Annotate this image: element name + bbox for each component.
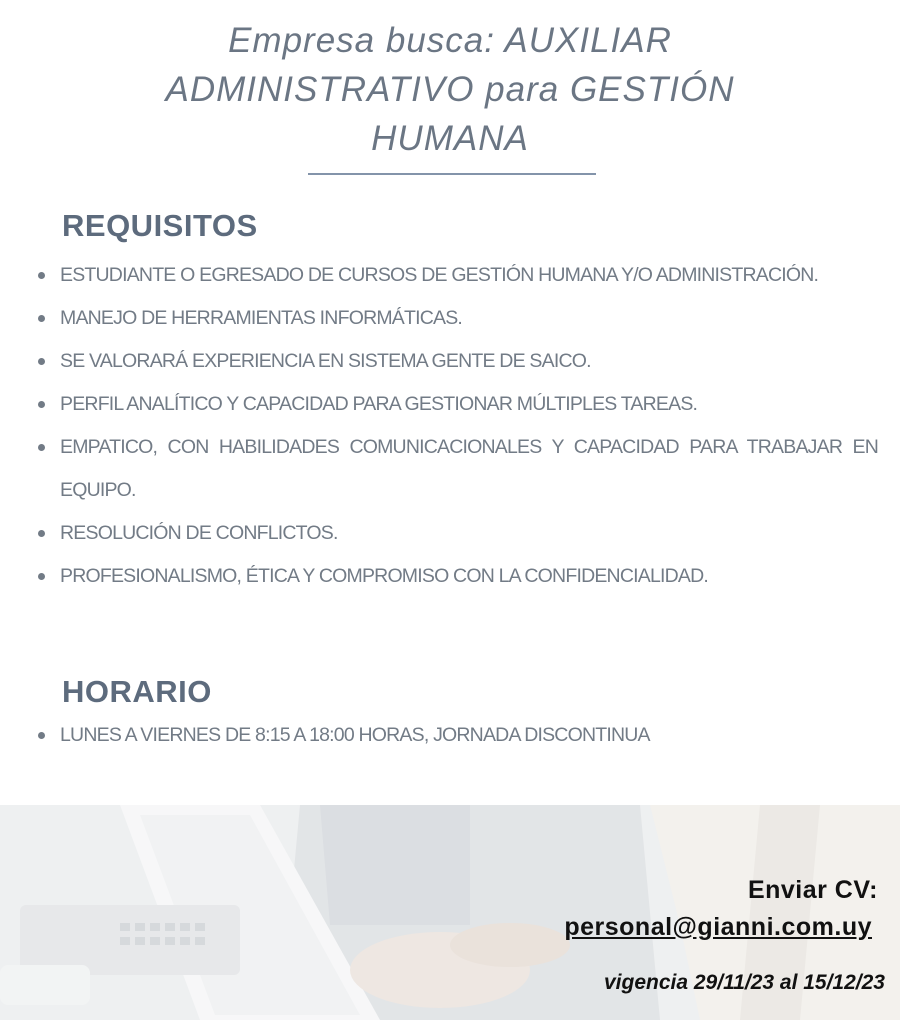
- horario-item: LUNES A VIERNES DE 8:15 A 18:00 HORAS, JORNADA DISCONTINUA: [38, 714, 878, 757]
- job-title-line-2: ADMINISTRATIVO para GESTIÓN: [165, 70, 735, 109]
- requisito-item: PROFESIONALISMO, ÉTICA Y COMPROMISO CON LA CONFIDENCIALIDAD.: [38, 555, 878, 598]
- requisitos-list: [38, 254, 878, 598]
- requisito-item: MANEJO DE HERRAMIENTAS INFORMÁTICAS.: [38, 297, 878, 340]
- requisitos-heading: REQUISITOS: [62, 208, 258, 243]
- job-title: [0, 16, 900, 163]
- cv-email-link[interactable]: personal@gianni.com.uy: [564, 913, 872, 941]
- title-divider: [308, 173, 596, 175]
- send-cv-label: Enviar CV:: [747, 876, 878, 904]
- horario-list: [38, 714, 878, 757]
- job-title-line-3: HUMANA: [371, 119, 529, 158]
- requisito-item: EMPATICO, CON HABILIDADES COMUNICACIONALES Y CAPACIDAD PARA TRABAJAR EN EQUIPO.: [38, 426, 878, 512]
- requisito-item: PERFIL ANALÍTICO Y CAPACIDAD PARA GESTIONAR MÚLTIPLES TAREAS.: [38, 383, 878, 426]
- vigencia-text: vigencia 29/11/23 al 15/12/23: [604, 971, 885, 994]
- horario-heading: HORARIO: [62, 674, 212, 709]
- job-title-line-1: Empresa busca: AUXILIAR: [228, 21, 672, 60]
- requisito-item: ESTUDIANTE O EGRESADO DE CURSOS DE GESTIÓN HUMANA Y/O ADMINISTRACIÓN.: [38, 254, 878, 297]
- requisito-item: SE VALORARÁ EXPERIENCIA EN SISTEMA GENTE DE SAICO.: [38, 340, 878, 383]
- requisito-item: RESOLUCIÓN DE CONFLICTOS.: [38, 512, 878, 555]
